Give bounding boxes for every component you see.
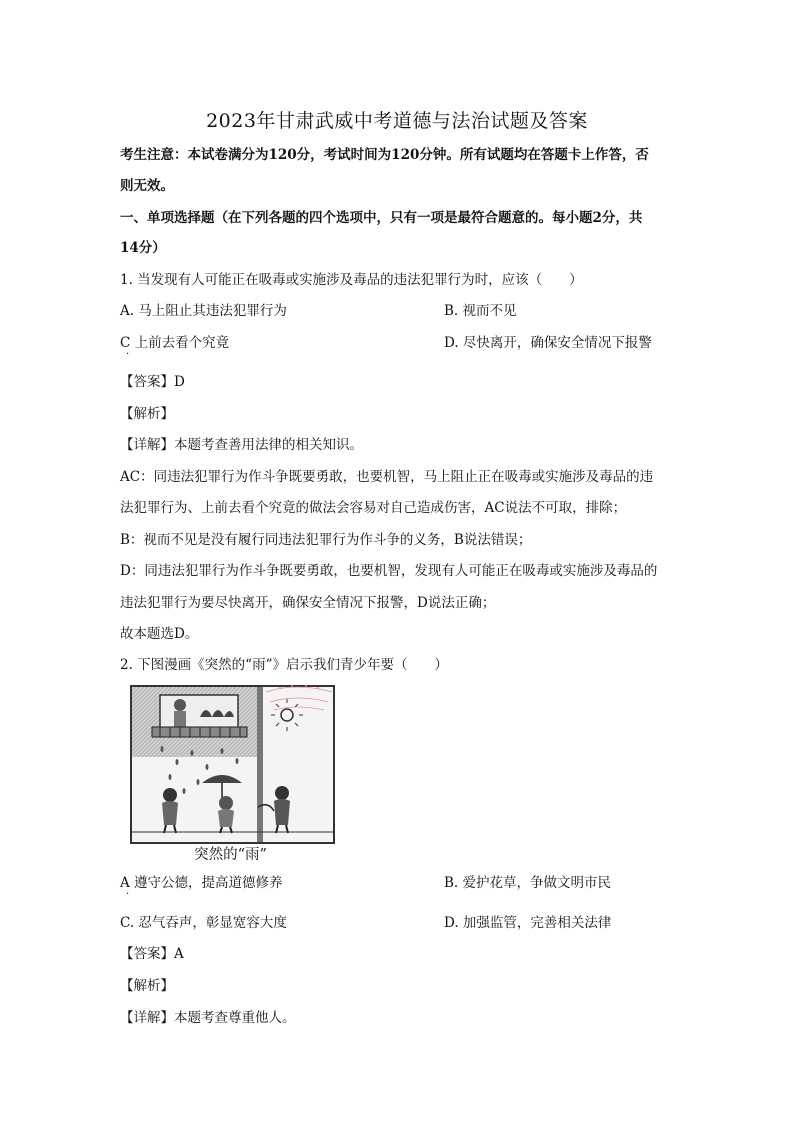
q1-answer: 【答案】D	[120, 374, 185, 390]
q1-ac-line-1: AC：同违法犯罪行为作斗争既要勇敢，也要机智，马上阻止正在吸毒或实施涉及毒品的违	[120, 469, 654, 485]
section-heading-line-2: 14分）	[120, 240, 166, 256]
q2-option-d: D. 加强监管，完善相关法律	[444, 915, 612, 931]
q2-stem: 2. 下图漫画《突然的“雨”》启示我们青少年要（ ）	[120, 657, 448, 673]
q2-option-a: A 遵守公德，提高道德修养	[120, 875, 283, 891]
notice-line-1: 考生注意：本试卷满分为120分，考试时间为120分钟。所有试题均在答题卡上作答，否	[120, 147, 649, 163]
q2-detail: 【详解】本题考查尊重他人。	[120, 1010, 296, 1026]
q2-analysis-label: 【解析】	[120, 978, 174, 994]
q1-detail: 【详解】本题考查善用法律的相关知识。	[120, 437, 363, 453]
q1-d-line-2: 违法犯罪行为要尽快离开，确保安全情况下报警，D说法正确；	[120, 595, 496, 611]
q1-option-b: B. 视而不见	[444, 303, 517, 319]
section-heading-line-1: 一、单项选择题（在下列各题的四个选项中，只有一项是最符合题意的。每小题2分，共	[120, 210, 643, 226]
q1-ac-line-2: 法犯罪行为、上前去看个究竟的做法会容易对自己造成伤害，AC说法不可取，排除；	[120, 500, 627, 516]
q1-analysis-label: 【解析】	[120, 406, 174, 422]
q1-d-line-1: D：同违法犯罪行为作斗争既要勇敢，也要机智，发现有人可能正在吸毒或实施涉及毒品的	[120, 563, 658, 579]
option-c-dot-mark: ·	[126, 349, 130, 360]
notice-line-2: 则无效。	[120, 178, 174, 194]
q2-answer: 【答案】A	[120, 946, 184, 962]
q2-option-c: C. 忍气吞声，彰显宽容大度	[120, 915, 287, 931]
q1-option-c: C 上前去看个究竟	[120, 335, 230, 351]
q1-option-a: A. 马上阻止其违法犯罪行为	[120, 303, 287, 319]
cartoon-caption: 突然的“雨”	[194, 847, 267, 863]
q1-stem: 1. 当发现有人可能正在吸毒或实施涉及毒品的违法犯罪行为时，应该（ ）	[120, 272, 583, 288]
stamp-mark	[260, 678, 338, 718]
option-a-dot-mark: ·	[126, 889, 130, 900]
q1-b-explanation: B：视而不见是没有履行同违法犯罪行为作斗争的义务，B说法错误；	[120, 532, 532, 548]
q2-option-b: B. 爱护花草，争做文明市民	[444, 875, 612, 891]
q1-option-d: D. 尽快离开，确保安全情况下报警	[444, 335, 652, 351]
page-title: 2023年甘肃武威中考道德与法治试题及答案	[206, 110, 588, 132]
q1-conclusion: 故本题选D。	[120, 626, 199, 642]
